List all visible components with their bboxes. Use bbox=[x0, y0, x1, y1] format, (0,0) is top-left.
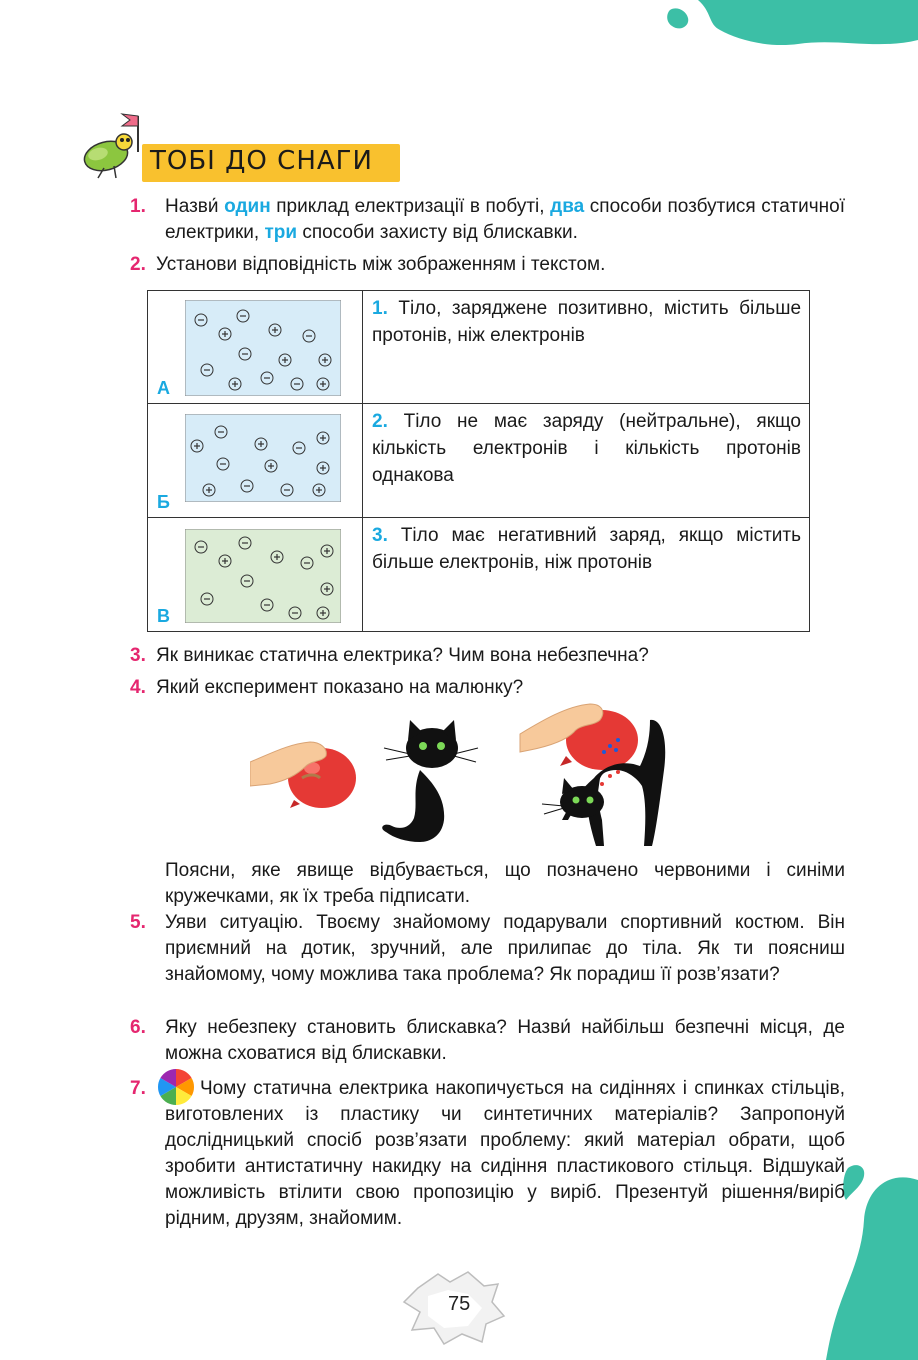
matching-text-cell: 2. Тіло не має заряду (нейтральне), якщо кількість електронів і кількість протонів однакова bbox=[363, 404, 810, 518]
header-title: ТОБІ ДО СНАГИ bbox=[150, 146, 373, 176]
color-wheel-icon bbox=[157, 1068, 195, 1106]
question-text: Чому статична електрика накопичується на сидіннях і спинках стільців, виготовлених із пластику чи синтетичних матеріалів? Запропонуй дослідницький спосіб розв’язати проблему: який матеріал обрати, щоб зробити антистатичну накидку на сидіння пластикового стільця. Відшукай можливість втілити свою пропозицію у виріб. Презентуй рішення/виріб рідним, друзям, знайомим. bbox=[165, 1078, 845, 1229]
question-4-continuation bbox=[130, 858, 845, 910]
charge-diagram-b bbox=[185, 414, 341, 502]
option-letter: А bbox=[157, 378, 170, 398]
question-text: Уяви ситуацію. Твоєму знайомому подарували спортивний костюм. Він приємний на дотик, зручний, але прилипає до тіла. Як ти поясниш знайомому, чому можлива така проблема? Як порадиш її розв’язати? bbox=[165, 912, 845, 985]
question-3 bbox=[130, 643, 845, 669]
charge-diagram-c bbox=[185, 529, 341, 623]
question-text: Установи відповідність між зображенням і текстом. bbox=[156, 254, 606, 275]
option-letter: В bbox=[157, 606, 170, 626]
question-1 bbox=[130, 194, 845, 246]
matching-image-cell bbox=[148, 518, 363, 632]
question-text: Яку небезпеку становить блискавка? Назви́ найбільш безпечні місця, де можна сховатися від блискавки. bbox=[165, 1017, 845, 1064]
question-text: Який експеримент показано на малюнку? bbox=[156, 677, 524, 698]
balloon-hand-illustration bbox=[250, 742, 356, 808]
question-7 bbox=[130, 1076, 845, 1232]
question-number: 6. bbox=[130, 1017, 146, 1038]
question-5 bbox=[130, 910, 845, 988]
corner-decoration-top bbox=[658, 0, 918, 60]
question-text: Назви́ один приклад електризації в побуті, два способи позбутися статичної електрики, три способи захисту від блискавки. bbox=[165, 196, 846, 243]
question-number: 3. bbox=[130, 645, 146, 666]
black-cat-illustration bbox=[382, 720, 478, 842]
page-number: 75 bbox=[448, 1293, 471, 1315]
section-header bbox=[80, 112, 420, 190]
matching-table bbox=[147, 290, 810, 632]
matching-image-cell bbox=[148, 404, 363, 518]
balloon-hand-illustration bbox=[520, 704, 638, 770]
question-text: Поясни, яке явище відбувається, що позначено червоними і синіми кружечками, як їх треба підписати. bbox=[165, 860, 845, 907]
question-number: 4. bbox=[130, 677, 146, 698]
matching-text-cell: 1. Тіло, заряджене позитивно, містить більше протонів, ніж електронів bbox=[363, 291, 810, 404]
question-text: Як виникає статична електрика? Чим вона небезпечна? bbox=[156, 645, 649, 666]
charge-diagram-a bbox=[185, 300, 341, 396]
question-6 bbox=[130, 1015, 845, 1067]
matching-text-cell: 3. Тіло має негативний заряд, якщо містить більше електронів, ніж протонів bbox=[363, 518, 810, 632]
bug-mascot-icon bbox=[80, 112, 150, 187]
experiment-illustration bbox=[250, 700, 680, 850]
matching-image-cell bbox=[148, 291, 363, 404]
option-letter: Б bbox=[157, 492, 170, 512]
question-number: 1. bbox=[130, 196, 146, 217]
question-number: 2. bbox=[130, 254, 146, 275]
question-number: 7. bbox=[130, 1078, 146, 1099]
question-4 bbox=[130, 675, 845, 701]
question-number: 5. bbox=[130, 912, 146, 933]
question-2 bbox=[130, 252, 845, 278]
